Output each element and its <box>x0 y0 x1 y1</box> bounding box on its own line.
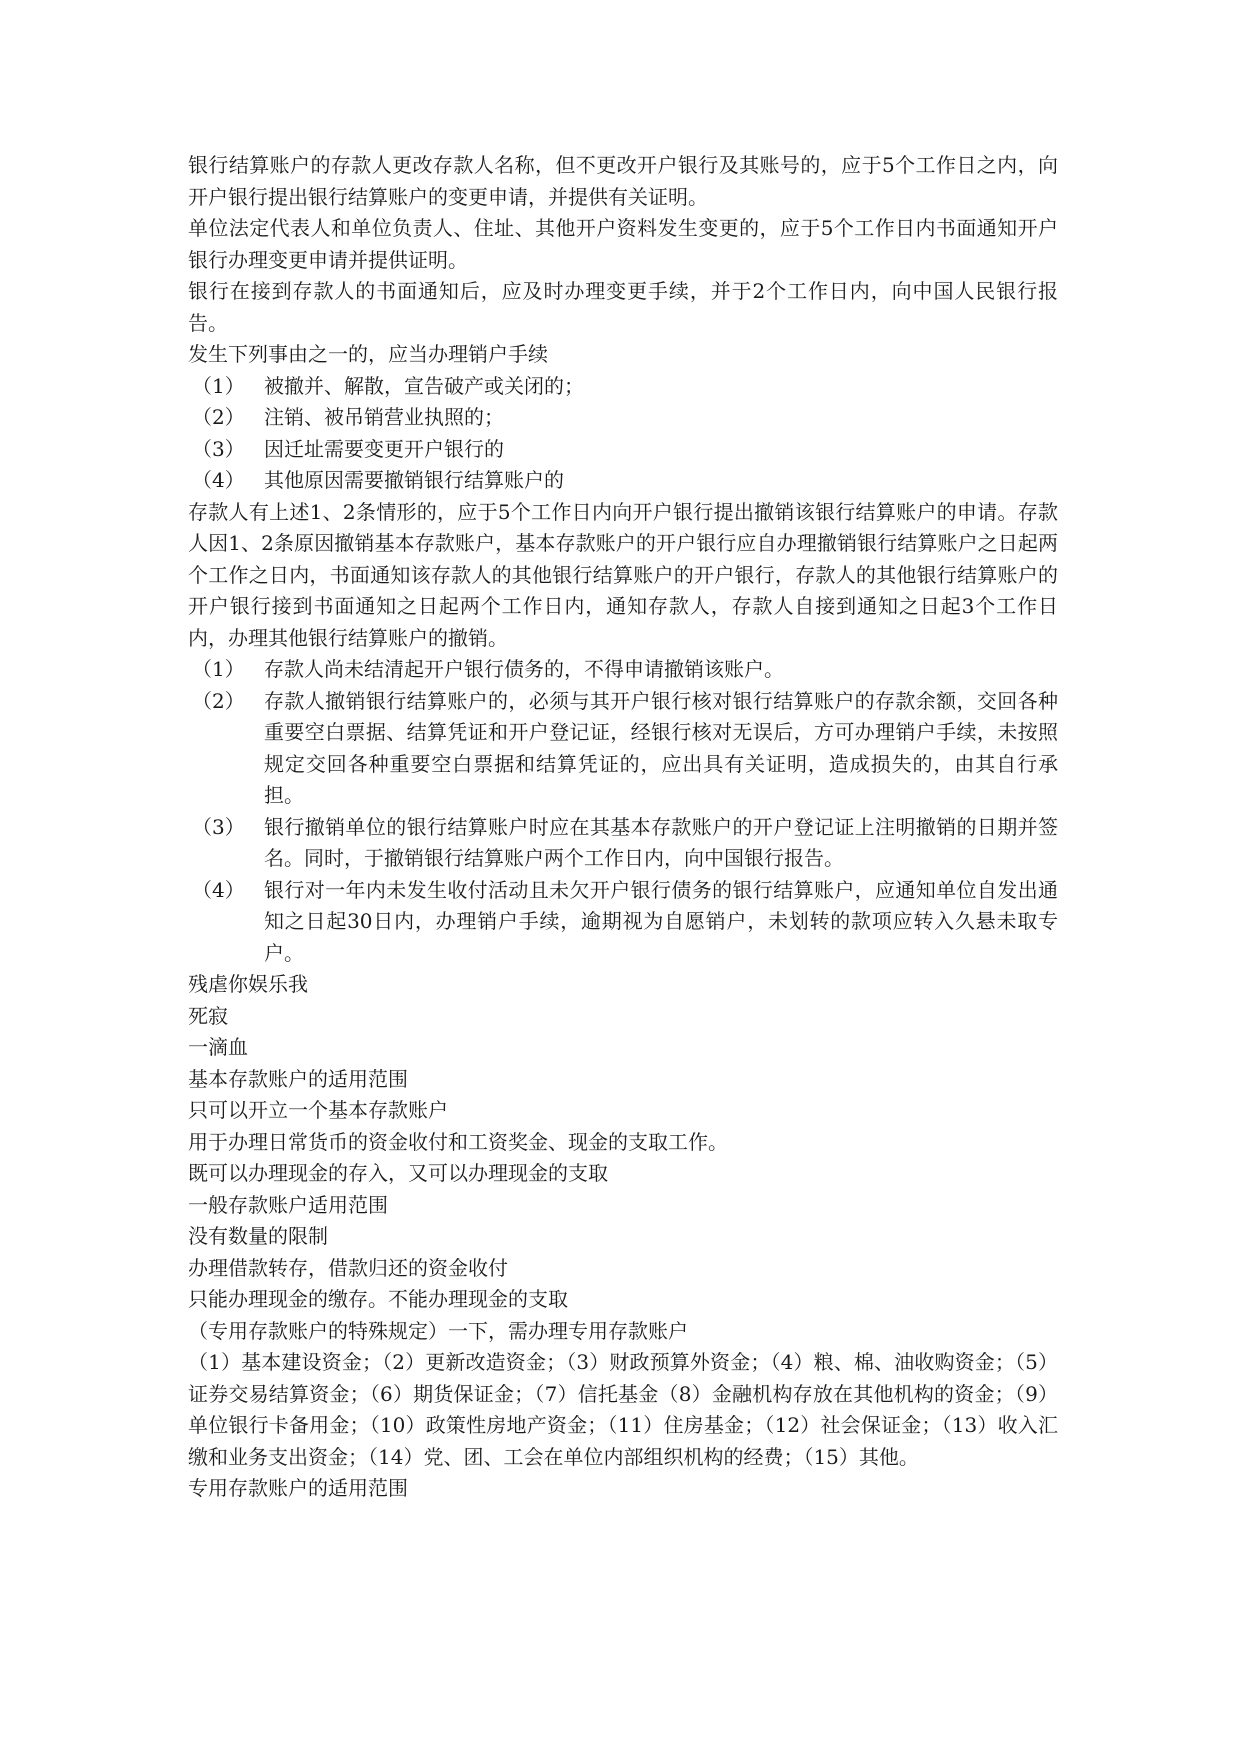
paragraph-info-change: 单位法定代表人和单位负责人、住址、其他开户资料发生变更的，应于5个工作日内书面通知开户银行办理变更申请并提供证明。 <box>188 216 1058 272</box>
section-heading-special-account: 专用存款账户的适用范围 <box>188 1476 408 1500</box>
list-item-number: （1） <box>192 657 245 681</box>
list-item-text: 存款人撤销银行结算账户的，必须与其开户银行核对银行结算账户的存款余额，交回各种重要空白票据、结算凭证和开户登记证，经银行核对无误后，方可办理销户手续，未按照规定交回各种重要空白票据和结算凭证的，应出具有关证明，造成损失的，由其自行承担。 <box>264 688 1058 807</box>
paragraph-close-conditions: 发生下列事由之一的，应当办理销户手续 <box>188 342 548 366</box>
list-item <box>188 434 1058 466</box>
list-item <box>188 686 1058 812</box>
list-item <box>188 402 1058 434</box>
close-rules-list <box>188 654 1058 969</box>
close-conditions-list <box>188 371 1058 497</box>
text-line: 用于办理日常货币的资金收付和工资奖金、现金的支取工作。 <box>188 1129 728 1154</box>
text-line: 办理借款转存，借款归还的资金收付 <box>188 1255 508 1280</box>
list-item-number: （1） <box>192 373 245 398</box>
text-line: 一滴血 <box>188 1035 248 1059</box>
text-line: 死寂 <box>188 1003 228 1028</box>
paragraph-close-procedure: 存款人有上述1、2条情形的，应于5个工作日内向开户银行提出撤销该银行结算账户的申请。存款人因1、2条原因撤销基本存款账户，基本存款账户的开户银行应自办理撤销银行结算账户之日起两个工作之日内，书面通知该存款人的其他银行结算账户的开户银行，存款人的其他银行结算账户的开户银行接到书面通知之日起两个工作日内，通知存款人，存款人自接到通知之日起3个工作日内，办理其他银行结算账户的撤销。 <box>188 499 1058 650</box>
list-item <box>188 465 1058 497</box>
text-line: 只可以开立一个基本存款账户 <box>188 1098 448 1122</box>
section-heading-special-rules: （专用存款账户的特殊规定）一下，需办理专用存款账户 <box>188 1318 688 1343</box>
list-item <box>188 875 1058 970</box>
document-page <box>188 150 1058 1505</box>
list-item-text: 注销、被吊销营业执照的； <box>264 405 504 429</box>
paragraph-name-change: 银行结算账户的存款人更改存款人名称，但不更改开户银行及其账号的，应于5个工作日之内，向开户银行提出银行结算账户的变更申请，并提供有关证明。 <box>188 153 1058 209</box>
list-item-text: 存款人尚未结清起开户银行债务的，不得申请撤销该账户。 <box>264 657 784 681</box>
list-item-text: 其他原因需要撤销银行结算账户的 <box>264 468 564 492</box>
list-item <box>188 371 1058 403</box>
list-item-number: （2） <box>192 405 245 429</box>
list-item-number: （3） <box>192 436 245 461</box>
list-item-text: 因迁址需要变更开户银行的 <box>264 436 504 461</box>
list-item-text: 被撤并、解散，宣告破产或关闭的； <box>264 373 584 398</box>
list-item-number: （3） <box>192 814 245 839</box>
text-line: 只能办理现金的缴存。不能办理现金的支取 <box>188 1287 568 1311</box>
list-item <box>188 654 1058 686</box>
list-item-number: （4） <box>192 877 245 902</box>
list-item-text: 银行对一年内未发生收付活动且未欠开户银行债务的银行结算账户，应通知单位自发出通知之日起30日内，办理销户手续，逾期视为自愿销户，未划转的款项应转入久悬未取专户。 <box>264 877 1058 965</box>
section-heading-basic-account: 基本存款账户的适用范围 <box>188 1066 408 1091</box>
text-line: 残虐你娱乐我 <box>188 972 308 996</box>
text-line: 没有数量的限制 <box>188 1224 328 1248</box>
list-item <box>188 812 1058 875</box>
list-item-number: （4） <box>192 468 245 492</box>
paragraph-bank-report: 银行在接到存款人的书面通知后，应及时办理变更手续，并于2个工作日内，向中国人民银行报告。 <box>188 279 1058 335</box>
list-item-number: （2） <box>192 688 245 713</box>
list-item-text: 银行撤销单位的银行结算账户时应在其基本存款账户的开户登记证上注明撤销的日期并签名。同时，于撤销银行结算账户两个工作日内，向中国银行报告。 <box>264 814 1058 870</box>
text-line: 既可以办理现金的存入，又可以办理现金的支取 <box>188 1161 608 1185</box>
section-heading-general-account: 一般存款账户适用范围 <box>188 1192 388 1217</box>
paragraph-special-account-items: （1）基本建设资金；（2）更新改造资金；（3）财政预算外资金；（4）粮、棉、油收购资金；（5）证券交易结算资金；（6）期货保证金；（7）信托基金（8）金融机构存放在其他机构的资金；（9）单位银行卡备用金；（10）政策性房地产资金；（11）住房基金；（12）社会保证金；（13）收入汇缴和业务支出资金；（14）党、团、工会在单位内部组织机构的经费；（15）其他。 <box>188 1350 1058 1469</box>
